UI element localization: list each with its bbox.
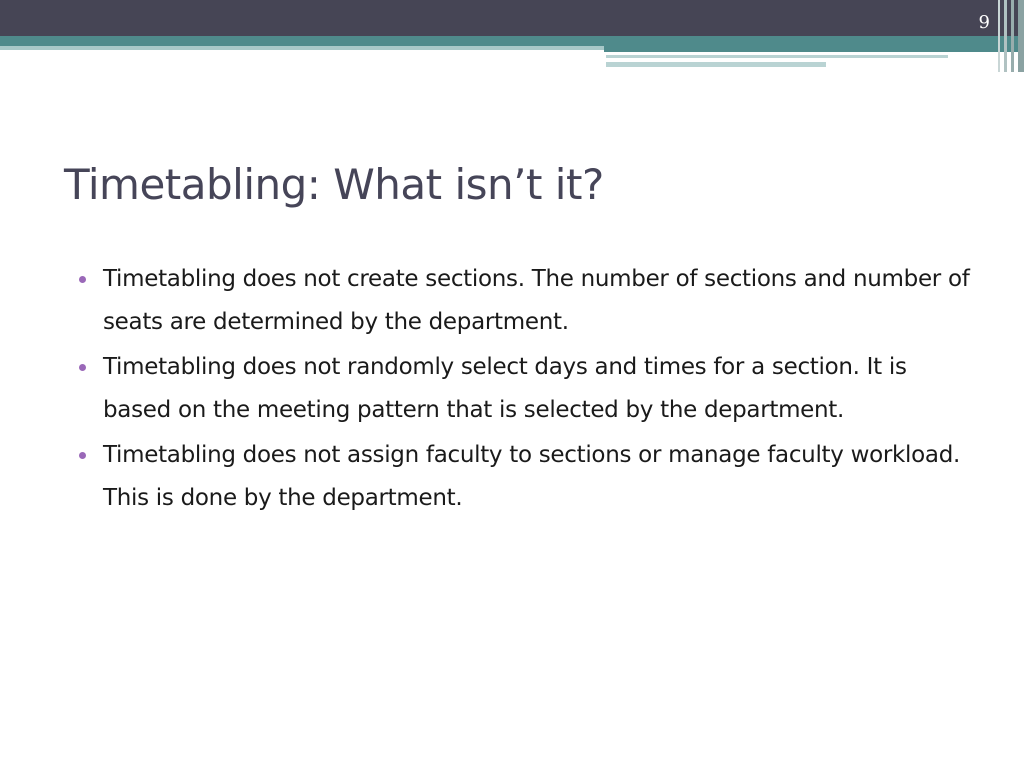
bullet-text: Timetabling does not randomly select days and times for a section. It is based on the meeting pattern that is selected by the department. [103, 354, 907, 423]
slide-number: 9 [978, 12, 990, 33]
bullet-item [76, 258, 976, 344]
decorative-line [606, 62, 826, 67]
slide-title: Timetabling: What isn’t it? [64, 160, 604, 209]
bullet-dot-icon [79, 364, 86, 371]
bullet-dot-icon [79, 276, 86, 283]
bullet-list [76, 258, 976, 522]
decorative-line [606, 55, 948, 58]
bullet-item [76, 346, 976, 432]
header-bar [0, 0, 1024, 36]
bullet-dot-icon [79, 452, 86, 459]
bullet-item [76, 434, 976, 520]
bullet-text: Timetabling does not create sections. The number of sections and number of seats are determined by the department. [103, 266, 970, 335]
header-teal-band [0, 36, 1024, 46]
bullet-text: Timetabling does not assign faculty to sections or manage faculty workload. This is done by the department. [103, 442, 961, 511]
decorative-stripes [994, 0, 1024, 72]
header-light-band [0, 46, 604, 50]
header-right-band [604, 46, 1024, 52]
